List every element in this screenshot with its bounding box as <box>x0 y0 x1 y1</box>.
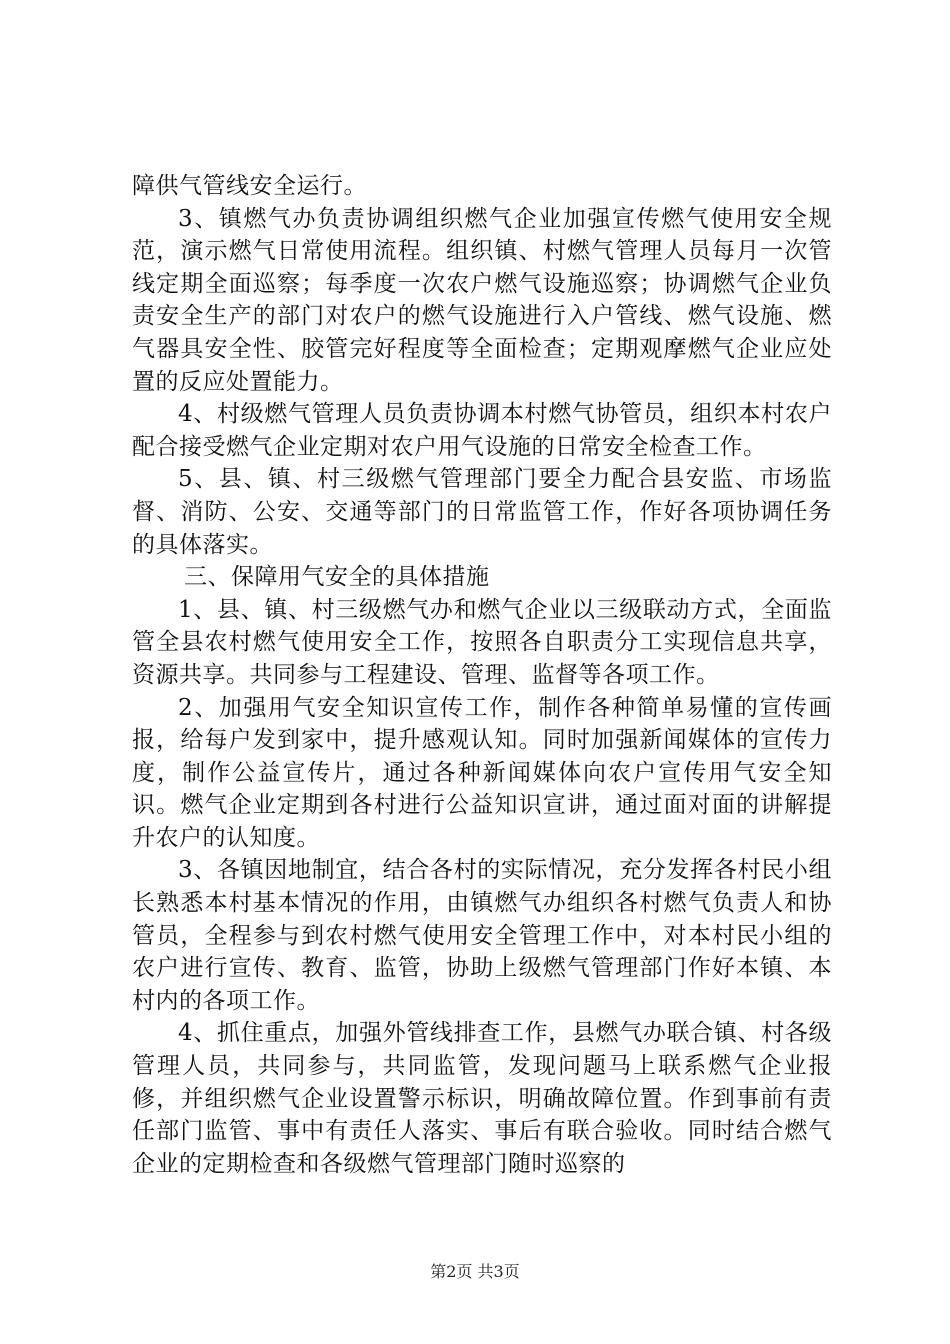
measure-item-2: 2、加强用气安全知识宣传工作，制作各种简单易懂的宣传画报，给每户发到家中，提升感观认知。同时加强新闻媒体的宣传力度，制作公益宣传片，通过各种新闻媒体向农户宣传用气安全知识。燃气企业定期到各村进行公益知识宣讲，通过面对面的讲解提升农户的认知度。 <box>132 694 832 851</box>
measure-item-3: 3、各镇因地制宜，结合各村的实际情况，充分发挥各村民小组长熟悉本村基本情况的作用，由镇燃气办组织各村燃气负责人和协管员，全程参与到农村燃气使用安全管理工作中，对本村民小组的农户进行宣传、教育、监管，协助上级燃气管理部门作好本镇、本村内的各项工作。 <box>132 857 832 1014</box>
paragraph-item-3: 3、镇燃气办负责协调组织燃气企业加强宣传燃气使用安全规范，演示燃气日常使用流程。组织镇、村燃气管理人员每月一次管线定期全面巡察；每季度一次农户燃气设施巡察；协调燃气企业负责安全生产的部门对农户的燃气设施进行入户管线、燃气设施、燃气器具安全性、胶管完好程度等全面检查；定期观摩燃气企业应处置的反应处置能力。 <box>132 205 832 395</box>
section-heading: 三、保障用气安全的具体措施 <box>184 564 490 591</box>
paragraph-item-4: 4、村级燃气管理人员负责协调本村燃气协管员，组织本村农户配合接受燃气企业定期对农户用气设施的日常安全检查工作。 <box>132 401 832 460</box>
document-body <box>132 170 832 1180</box>
page-number-footer: 第2页 共3页 <box>430 1262 520 1281</box>
measure-item-4: 4、抓住重点，加强外管线排查工作，县燃气办联合镇、村各级管理人员，共同参与，共同监管，发现问题马上联系燃气企业报修，并组织燃气企业设置警示标识，明确故障位置。作到事前有责任部门监管、事中有责任人落实、事后有联合验收。同时结合燃气企业的定期检查和各级燃气管理部门随时巡察的 <box>132 1020 832 1177</box>
paragraph-item-5: 5、县、镇、村三级燃气管理部门要全力配合县安监、市场监督、消防、公安、交通等部门的日常监管工作，作好各项协调任务的具体落实。 <box>132 466 832 558</box>
paragraph-continuation: 障供气管线安全运行。 <box>132 173 367 199</box>
measure-item-1: 1、县、镇、村三级燃气办和燃气企业以三级联动方式，全面监管全县农村燃气使用安全工作，按照各自职责分工实现信息共享，资源共享。共同参与工程建设、管理、监督等各项工作。 <box>132 596 832 688</box>
